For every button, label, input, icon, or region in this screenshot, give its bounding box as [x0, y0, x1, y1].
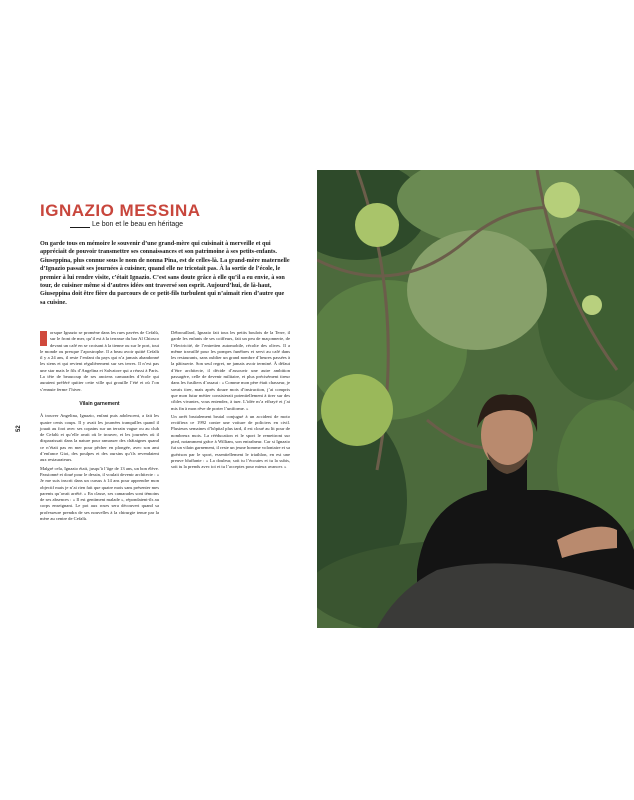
portrait-photo-icon [317, 170, 634, 628]
body-paragraph: À trouver Angelina, Ignazio, enfant puis adolescent, a fait les quatre cents coups. Il y avait les journées tranquilles quand il jouait au foot avec ses copains sur un terrain vague ou au club de Cefalù et qu’elle avait où le trouver, et les journées où il disparaissait dans la nature pour ramasser des châtaignes quand ce n’était pas en mer pour pêcher en plongée, avec son ami d’enfance Gioi, des poulpes et des oursins qu’ils revendaient aux restaurateurs. [40, 413, 159, 463]
dropcap-mark [40, 331, 47, 346]
article-title: IGNAZIO MESSINA [40, 201, 201, 220]
article-subtitle: Le bon et le beau en héritage [92, 221, 184, 228]
intro-text: On garde tous en mémoire le souvenir d’une grand-mère qui cuisinait à merveille et qui appréciait de pouvoir transmettre ses connaissances et son patrimoine à ses petits-enfants. Giuseppina, plus connue sous le nom de nonna Pina, est de celles-là. La grand-mère maternelle d’Ignazio passait ses journées à cuisiner, quand elle ne tricotait pas. À la sortie de l’école, le premier à lui rendre visite, c’était Ignazio. C’est sans doute grâce à elle qu’il a eu envie, à son tour, de cuisiner même si d’autres idées ont traversé son esprit. Aujourd’hui, de là-haut, Giuseppina doit être fière du parcours de ce petit-fils turbulent qui n’aimait rien d’autre que sa cuisine. [40, 240, 290, 306]
right-page [317, 0, 634, 800]
body-paragraph: Débrouillard, Ignazio fait tous les petits boulots de la Terre, il garde les enfants de ses coiffeurs, fait un peu de maçonnerie, de l’électricité, de l’entretien automobile, récolte des olives. Il a même travaillé pour les pompes funèbres et servi au café dans les restaurants, sans oublier un grand nombre d’heures passées à la pâtisserie. Son seul regret, ne jamais avoir terminé. À défaut d’être architecte, il décide d’assouvir une autre ambition passagère, celle de devenir militaire, et plus précisément tireur dans les fusiliers d’assaut : « Comme mon père était chasseur, je savais tirer, mais après douze mois d’instruction, j’ai compris que mon futur métier consisterait potentiellement à tirer sur des cibles vivantes, vous entendez, à tuer. L’idée m’a effrayé et j’ai mis fin à mon rêve de porter l’uniforme. » [171, 330, 290, 411]
intro-paragraph [40, 240, 290, 307]
body-text: orsque Ignazio se promène dans les rues pavées de Cefalù, sur le front de mer, qu’il est à la terrasse du bar Al Chiosco devant un café en se croisant à la tienne ou sur le port, tout le monde ou presque l’apostrophe. Il a beau avoir quitté Cefalù il y a 24 ans, il reste l’enfant du pays qui n’a jamais abandonné les siens et qui revient régulièrement sur ses terres. Il n’est pas une star mais le fils d’Angelina et Salvatore qui a réussi à Paris. La tête de beaucoup de ses anciens camarades d’école qui auraient préféré quitter cette ville qui grouille l’été et où l’on s’ennuie ferme l’hiver. [40, 330, 159, 392]
page-number: 52 [16, 425, 22, 432]
body-paragraph: Malgré cela, Ignazio était, jusqu’à l’âge de 13 ans, un bon élève. Passionné et doué pour le dessin, il voulait devenir architecte : « Je me suis inscrit dans un cursus à 14 ans pour apprendre mon objectif mais je n’ai rien fait que quatre mois sans présenter mes parents qu’avait arrêté. » En classe, ses camarades sont témoins de ses absences : « Il est gentiment malade », répondaient-ils au corps enseignant. Le pot aux roses sera découvert quand sa professeure prendra de ses nouvelles à la chirurgie tenue par la mère au centre de Cefalù. [40, 465, 159, 522]
subtitle-rule [70, 227, 90, 228]
body-paragraph: Un arrêt brutalement brutal conjugué à un accident de moto rectifiera ce 1992 contre une voiture de policiers en civil. Plusieurs semaines d’hôpital plus tard, il est cloué au lit pour de nombreux mois. La rééducation et le sport le remettront sur pied, notamment grâce à William, son entraîneur. Car si Ignazio fut un vilain garnement, il reste un jeune homme volontaire et sa guérison par le sport, essentiellement le triathlon, en est une preuve bluffante : « La douleur, soit tu l’écoutes et tu la subis, soit tu la prends avec toi et tu l’acceptes pour mieux avancer. » [171, 413, 290, 470]
section-subhead: Vilain garnement [79, 400, 120, 407]
body-column-2 [171, 330, 290, 473]
body-column-1 [40, 330, 159, 524]
photo-illustration [317, 170, 634, 628]
body-paragraph [40, 330, 159, 393]
